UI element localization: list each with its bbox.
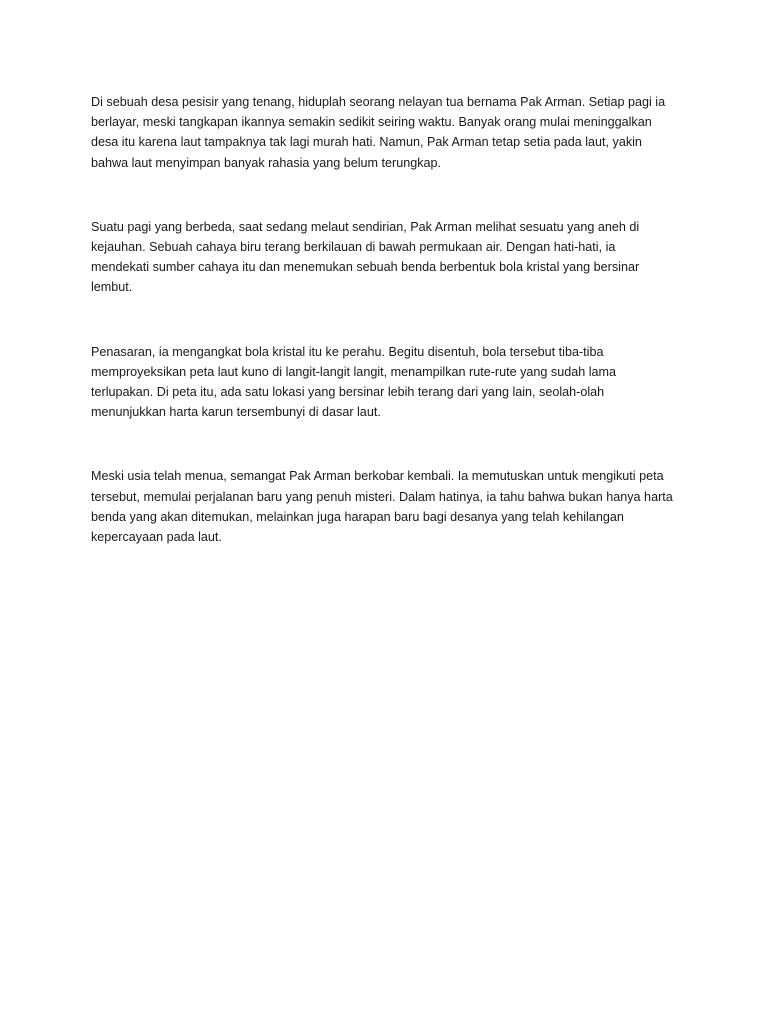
paragraph-4: Meski usia telah menua, semangat Pak Arman berkobar kembali. Ia memutuskan untuk mengikuti peta tersebut, memulai perjalanan baru yang penuh misteri. Dalam hatinya, ia tahu bahwa bukan hanya harta benda yang akan ditemukan, melainkan juga harapan baru bagi desanya yang telah kehilangan kepercayaan pada laut. <box>91 469 673 545</box>
document-body <box>91 92 676 591</box>
paragraph-2: Suatu pagi yang berbeda, saat sedang melaut sendirian, Pak Arman melihat sesuatu yang aneh di kejauhan. Sebuah cahaya biru terang berkilauan di bawah permukaan air. Dengan hati-hati, ia mendekati sumber cahaya itu dan menemukan sebuah benda berbentuk bola kristal yang bersinar lembut. <box>91 219 640 295</box>
paragraph-1: Di sebuah desa pesisir yang tenang, hiduplah seorang nelayan tua bernama Pak Arman. Setiap pagi ia berlayar, meski tangkapan ikannya semakin sedikit seiring waktu. Banyak orang mulai meninggalkan desa itu karena laut tampaknya tak lagi murah hati. Namun, Pak Arman tetap setia pada laut, yakin bahwa laut menyimpan banyak rahasia yang belum terungkap. <box>91 95 666 170</box>
paragraph-3: Penasaran, ia mengangkat bola kristal itu ke perahu. Begitu disentuh, bola tersebut tiba-tiba memproyeksikan peta laut kuno di langit-langit langit, menampilkan rute-rute yang sudah lama terlupakan. Di peta itu, ada satu lokasi yang bersinar lebih terang dari yang lain, seolah-olah menunjukkan harta karun tersembunyi di dasar laut. <box>91 344 617 420</box>
